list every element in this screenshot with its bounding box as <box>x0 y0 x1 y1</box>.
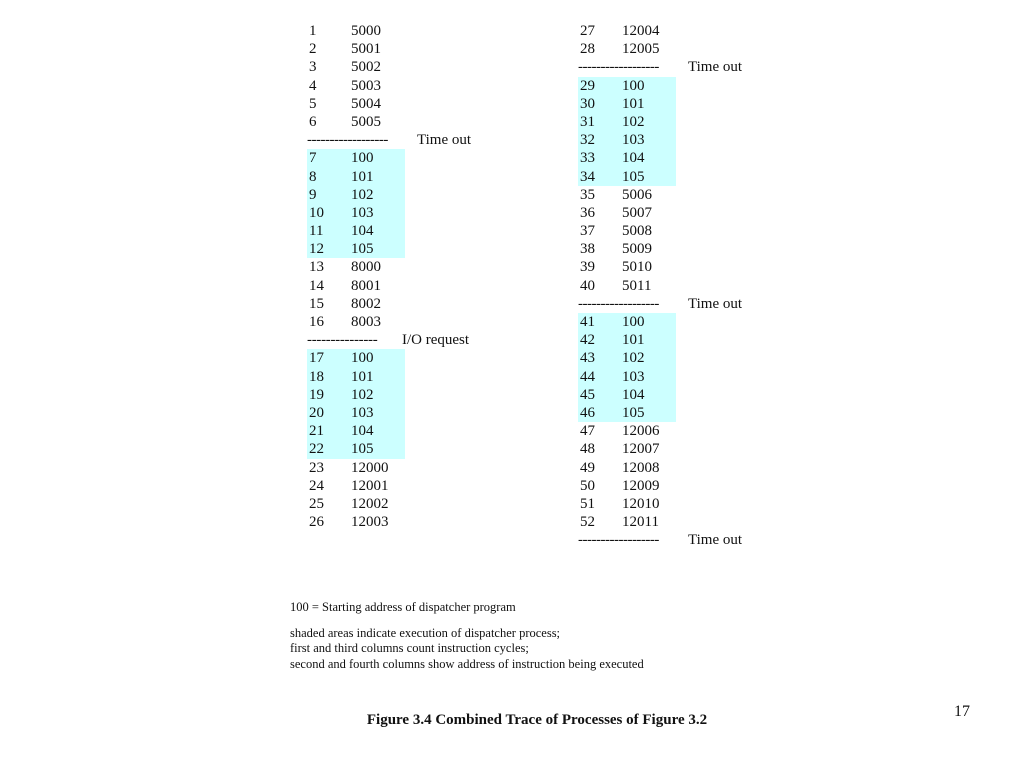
cycle-number: 35 <box>580 186 595 203</box>
trace-row <box>578 422 748 440</box>
cycle-number: 3 <box>309 59 317 76</box>
separator-row <box>578 531 748 549</box>
cycle-number: 51 <box>580 495 595 512</box>
trace-row <box>578 349 748 367</box>
trace-row <box>307 113 477 131</box>
trace-column-right <box>578 22 748 549</box>
notes <box>290 600 644 672</box>
trace-row <box>578 277 748 295</box>
cycle-number: 45 <box>580 386 595 403</box>
trace-row <box>578 40 748 58</box>
trace-row <box>578 404 748 422</box>
instruction-address: 12005 <box>622 41 660 58</box>
instruction-address: 100 <box>622 314 645 330</box>
cycle-number: 13 <box>309 259 324 276</box>
instruction-address: 103 <box>351 204 374 221</box>
instruction-address: 100 <box>622 77 645 94</box>
instruction-address: 12003 <box>351 514 389 531</box>
trace-row <box>307 149 477 167</box>
cycle-number: 11 <box>309 223 324 240</box>
cycle-number: 28 <box>580 41 595 58</box>
cycle-number: 15 <box>309 295 324 312</box>
instruction-address: 101 <box>622 332 645 349</box>
instruction-address: 5003 <box>351 77 381 94</box>
trace-row <box>307 222 477 240</box>
instruction-address: 104 <box>622 150 645 167</box>
cycle-number: 9 <box>309 186 317 203</box>
cycle-number: 18 <box>309 368 324 385</box>
instruction-address: 103 <box>622 368 645 385</box>
cycle-number: 25 <box>309 495 324 512</box>
instruction-address: 105 <box>622 404 645 421</box>
cycle-number: 31 <box>580 113 595 130</box>
trace-row <box>307 204 477 222</box>
instruction-address: 5001 <box>351 41 381 58</box>
note-cycle-columns: first and third columns count instruction cycles; <box>290 641 529 655</box>
cycle-number: 6 <box>309 113 317 130</box>
instruction-address: 5004 <box>351 95 381 112</box>
note-shaded-areas: shaded areas indicate execution of dispatcher process; <box>290 625 561 640</box>
note-address-columns: second and fourth columns show address of instruction being executed <box>290 656 644 671</box>
cycle-number: 2 <box>309 41 317 58</box>
instruction-address: 8003 <box>351 314 381 330</box>
instruction-address: 12011 <box>622 514 659 531</box>
instruction-address: 104 <box>351 423 374 440</box>
trace-row <box>578 186 748 204</box>
note-dispatcher-address: 100 = Starting address of dispatcher program <box>290 600 516 614</box>
cycle-number: 37 <box>580 223 595 240</box>
cycle-number: 8 <box>309 168 317 185</box>
trace-row <box>307 368 477 386</box>
cycle-number: 29 <box>580 77 595 94</box>
trace-row <box>307 513 477 531</box>
instruction-address: 102 <box>622 113 645 130</box>
separator-label: Time out <box>688 295 743 312</box>
separator-row <box>578 295 748 313</box>
instruction-address: 12010 <box>622 495 660 512</box>
trace-row <box>578 149 748 167</box>
trace-row <box>307 95 477 113</box>
trace-row <box>307 459 477 477</box>
cycle-number: 48 <box>580 441 595 458</box>
instruction-address: 12002 <box>351 495 389 512</box>
instruction-address: 101 <box>351 368 374 385</box>
trace-row <box>578 386 748 404</box>
trace-row <box>307 477 477 495</box>
trace-row <box>307 77 477 95</box>
instruction-address: 100 <box>351 350 374 367</box>
instruction-address: 5000 <box>351 23 381 39</box>
separator-label: Time out <box>688 532 743 549</box>
trace-row <box>578 495 748 513</box>
trace-row <box>307 186 477 204</box>
trace-row <box>307 313 477 331</box>
instruction-address: 103 <box>351 404 374 421</box>
instruction-address: 100 <box>351 150 374 167</box>
trace-row <box>578 222 748 240</box>
instruction-address: 101 <box>622 95 645 112</box>
instruction-address: 8001 <box>351 277 381 294</box>
instruction-address: 5005 <box>351 113 381 130</box>
trace-row <box>578 477 748 495</box>
instruction-address: 12004 <box>622 23 660 39</box>
trace-row <box>578 313 748 331</box>
instruction-address: 5007 <box>622 204 652 221</box>
cycle-number: 30 <box>580 95 595 112</box>
trace-row <box>578 258 748 276</box>
separator-dashes: ------------------ <box>578 532 659 549</box>
cycle-number: 20 <box>309 404 324 421</box>
notes-gap <box>290 616 644 626</box>
cycle-number: 12 <box>309 241 324 258</box>
cycle-number: 4 <box>309 77 317 94</box>
trace-row <box>578 131 748 149</box>
instruction-address: 5002 <box>351 59 381 76</box>
instruction-address: 5008 <box>622 223 652 240</box>
trace-row <box>307 258 477 276</box>
instruction-address: 105 <box>622 168 645 185</box>
trace-row <box>307 349 477 367</box>
instruction-address: 5011 <box>622 277 652 294</box>
cycle-number: 42 <box>580 332 595 349</box>
cycle-number: 16 <box>309 314 324 330</box>
trace-row <box>578 77 748 95</box>
cycle-number: 44 <box>580 368 595 385</box>
separator-dashes: ------------------ <box>578 295 659 312</box>
trace-row <box>307 40 477 58</box>
cycle-number: 39 <box>580 259 595 276</box>
trace-row <box>578 22 748 40</box>
instruction-address: 12000 <box>351 459 389 476</box>
instruction-address: 102 <box>351 186 374 203</box>
cycle-number: 17 <box>309 350 324 367</box>
cycle-number: 24 <box>309 477 324 494</box>
trace-row <box>307 277 477 295</box>
trace-row <box>578 368 748 386</box>
instruction-address: 8000 <box>351 259 381 276</box>
separator-label: Time out <box>417 132 472 149</box>
cycle-number: 14 <box>309 277 324 294</box>
trace-row <box>307 22 477 40</box>
cycle-number: 23 <box>309 459 324 476</box>
cycle-number: 38 <box>580 241 595 258</box>
cycle-number: 33 <box>580 150 595 167</box>
trace-column-left <box>307 22 477 531</box>
separator-dashes: ------------------ <box>578 59 659 76</box>
separator-row <box>578 58 748 76</box>
trace-row <box>578 168 748 186</box>
separator-dashes: --------------- <box>307 332 378 349</box>
trace-row <box>307 440 477 458</box>
cycle-number: 32 <box>580 132 595 149</box>
cycle-number: 1 <box>309 23 317 39</box>
cycle-number: 34 <box>580 168 595 185</box>
trace-row <box>307 295 477 313</box>
cycle-number: 40 <box>580 277 595 294</box>
instruction-address: 12006 <box>622 423 660 440</box>
trace-row <box>307 422 477 440</box>
instruction-address: 12001 <box>351 477 389 494</box>
separator-row <box>307 131 477 149</box>
cycle-number: 27 <box>580 23 595 39</box>
instruction-address: 101 <box>351 168 374 185</box>
cycle-number: 46 <box>580 404 595 421</box>
cycle-number: 21 <box>309 423 324 440</box>
separator-row <box>307 331 477 349</box>
cycle-number: 41 <box>580 314 595 330</box>
cycle-number: 36 <box>580 204 595 221</box>
trace-row <box>578 513 748 531</box>
trace-row <box>307 168 477 186</box>
cycle-number: 26 <box>309 514 324 531</box>
cycle-number: 49 <box>580 459 595 476</box>
page-number: 17 <box>954 703 970 720</box>
separator-dashes: ------------------ <box>307 132 388 149</box>
trace-row <box>307 495 477 513</box>
cycle-number: 43 <box>580 350 595 367</box>
trace-row <box>578 240 748 258</box>
cycle-number: 47 <box>580 423 595 440</box>
instruction-address: 102 <box>622 350 645 367</box>
instruction-address: 5006 <box>622 186 652 203</box>
cycle-number: 22 <box>309 441 324 458</box>
separator-label: Time out <box>688 59 743 76</box>
instruction-address: 12007 <box>622 441 660 458</box>
instruction-address: 5010 <box>622 259 652 276</box>
trace-row <box>307 240 477 258</box>
trace-row <box>578 459 748 477</box>
cycle-number: 5 <box>309 95 317 112</box>
instruction-address: 104 <box>351 223 374 240</box>
instruction-address: 12009 <box>622 477 660 494</box>
cycle-number: 19 <box>309 386 324 403</box>
figure-caption: Figure 3.4 Combined Trace of Processes of Figure 3.2 <box>366 712 708 728</box>
trace-row <box>578 113 748 131</box>
trace-row <box>307 58 477 76</box>
instruction-address: 103 <box>622 132 645 149</box>
cycle-number: 50 <box>580 477 595 494</box>
trace-row <box>578 331 748 349</box>
trace-row <box>307 404 477 422</box>
instruction-address: 104 <box>622 386 645 403</box>
cycle-number: 10 <box>309 204 324 221</box>
cycle-number: 52 <box>580 514 595 531</box>
trace-row <box>578 440 748 458</box>
instruction-address: 102 <box>351 386 374 403</box>
trace-row <box>307 386 477 404</box>
trace-row <box>578 204 748 222</box>
instruction-address: 105 <box>351 441 374 458</box>
instruction-address: 105 <box>351 241 374 258</box>
instruction-address: 8002 <box>351 295 381 312</box>
separator-label: I/O request <box>402 332 470 349</box>
trace-row <box>578 95 748 113</box>
cycle-number: 7 <box>309 150 317 167</box>
instruction-address: 12008 <box>622 459 660 476</box>
instruction-address: 5009 <box>622 241 652 258</box>
